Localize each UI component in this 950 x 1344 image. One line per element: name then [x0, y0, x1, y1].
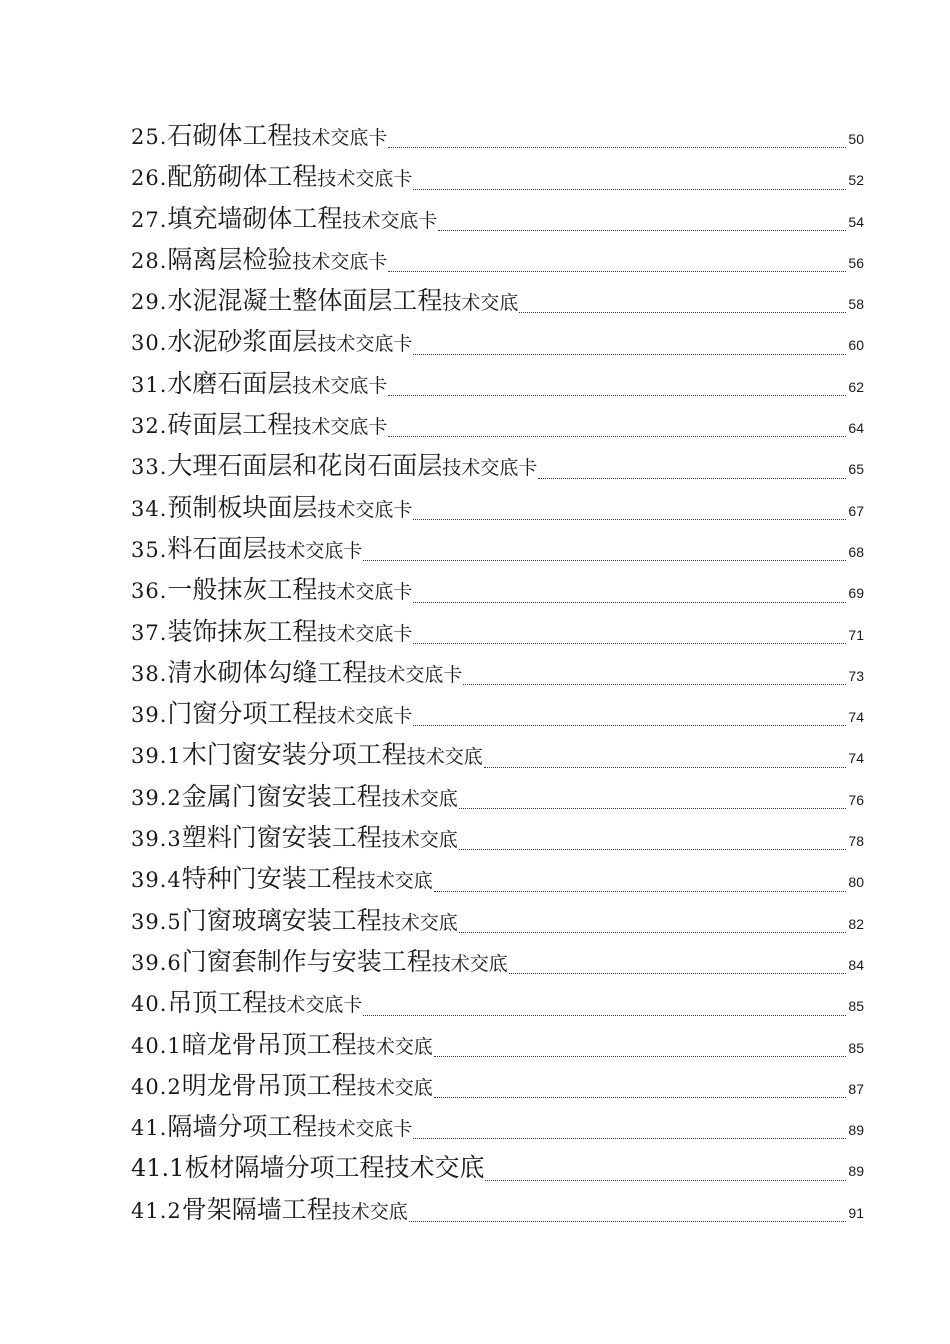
toc-page-number: 54: [848, 213, 864, 230]
toc-number: 39.6: [131, 950, 182, 975]
toc-number: 39.5: [131, 909, 182, 934]
dot-leader: [509, 972, 847, 974]
toc-title-suffix: 技术交底: [356, 1035, 433, 1058]
toc-page-number: 64: [848, 420, 864, 437]
toc-page-number: 65: [848, 461, 864, 478]
dot-leader: [413, 353, 846, 355]
toc-entry[interactable]: [131, 942, 864, 983]
toc-title: 金属门窗安装工程: [181, 781, 382, 811]
toc-number: 28.: [131, 248, 168, 273]
toc-page-number: 89: [848, 1163, 864, 1180]
toc-title-suffix: 技术交底: [381, 911, 458, 934]
toc-number: 40.1: [131, 1033, 182, 1058]
toc-number: 37.: [131, 620, 168, 645]
dot-leader: [463, 683, 846, 685]
toc-entry[interactable]: [131, 199, 864, 240]
toc-entry[interactable]: [131, 116, 864, 157]
toc-page-number: 89: [848, 1122, 864, 1139]
toc-title-suffix: 技术交底: [384, 1153, 485, 1183]
toc-title: 水泥混凝土整体面层工程: [167, 286, 443, 316]
toc-entry[interactable]: [131, 859, 864, 900]
toc-title: 石砌体工程: [167, 121, 293, 150]
toc-page-number: 56: [848, 254, 864, 271]
dot-leader: [413, 1137, 846, 1139]
toc-title-suffix: 技术交底卡: [267, 994, 363, 1017]
dot-leader: [413, 518, 846, 520]
toc-entry[interactable]: [131, 1148, 864, 1189]
toc-number: 39.2: [131, 785, 182, 810]
toc-page-number: 50: [848, 131, 864, 147]
toc-number: 25.: [131, 125, 168, 149]
dot-leader: [413, 724, 846, 726]
toc-entry[interactable]: [131, 281, 864, 322]
toc-title: 门窗分项工程: [167, 699, 318, 729]
toc-entry[interactable]: [131, 570, 864, 611]
dot-leader: [388, 394, 846, 396]
toc-entry[interactable]: [131, 983, 864, 1024]
toc-title-suffix: 技术交底卡: [292, 416, 388, 439]
toc-entry[interactable]: [131, 322, 864, 363]
toc-title-suffix: 技术交底卡: [317, 581, 413, 604]
toc-title: 填充墙砌体工程: [167, 203, 343, 233]
dot-leader: [434, 1096, 847, 1098]
dot-leader: [388, 270, 846, 272]
toc-page-number: 52: [848, 172, 864, 189]
toc-page-number: 87: [848, 1080, 864, 1097]
toc-number: 27.: [131, 207, 168, 232]
dot-leader: [388, 146, 846, 148]
toc-title-suffix: 技术交底卡: [317, 622, 413, 645]
toc-number: 33.: [131, 455, 168, 480]
toc-title-suffix: 技术交底卡: [317, 498, 413, 521]
dot-leader: [434, 890, 847, 892]
toc-entry[interactable]: [131, 1190, 864, 1231]
toc-page-number: 71: [848, 626, 864, 643]
dot-leader: [413, 642, 846, 644]
toc-title-suffix: 技术交底卡: [442, 457, 538, 480]
toc-page-number: 80: [848, 874, 864, 891]
toc-entry[interactable]: [131, 735, 864, 776]
toc-title-suffix: 技术交底: [431, 952, 508, 975]
toc-entry[interactable]: [131, 446, 864, 487]
toc-number: 39.4: [131, 868, 182, 893]
toc-number: 31.: [131, 372, 168, 397]
toc-number: 41.2: [131, 1198, 182, 1223]
dot-leader: [519, 311, 846, 313]
toc-number: 30.: [131, 331, 168, 356]
toc-title: 水磨石面层: [167, 368, 293, 398]
toc-title: 预制板块面层: [167, 492, 318, 522]
toc-number: 40.: [131, 992, 168, 1017]
dot-leader: [363, 559, 846, 561]
dot-leader: [413, 601, 846, 603]
toc-title-suffix: 技术交底: [381, 829, 458, 852]
dot-leader: [484, 766, 847, 768]
toc-title: 装饰抹灰工程: [167, 616, 318, 646]
toc-page-number: 68: [848, 543, 864, 560]
dot-leader: [459, 807, 847, 809]
toc-number: 39.3: [131, 827, 182, 852]
toc-title: 板材隔墙分项工程: [184, 1153, 385, 1183]
toc-number: 32.: [131, 414, 168, 439]
toc-page-number: 82: [848, 915, 864, 932]
toc-title: 砖面层工程: [167, 410, 293, 440]
toc-title: 清水砌体勾缝工程: [167, 657, 368, 687]
toc-entry[interactable]: [131, 1066, 864, 1107]
toc-entry[interactable]: [131, 240, 864, 281]
toc-title: 一般抹灰工程: [167, 575, 318, 605]
toc-title: 骨架隔墙工程: [181, 1194, 332, 1224]
toc-title: 大理石面层和花岗石面层: [167, 451, 443, 481]
toc-page-number: 69: [848, 585, 864, 602]
toc-page-number: 85: [848, 1039, 864, 1056]
dot-leader: [538, 477, 846, 479]
toc-number: 39.1: [131, 744, 182, 769]
toc-entry[interactable]: [131, 901, 864, 942]
toc-title: 明龙骨吊顶工程: [181, 1070, 357, 1100]
toc-number: 26.: [131, 166, 168, 191]
toc-title-suffix: 技术交底卡: [317, 333, 413, 356]
dot-leader: [459, 931, 847, 933]
toc-page-number: 85: [848, 998, 864, 1015]
toc-title-suffix: 技术交底卡: [267, 539, 363, 562]
toc-title-suffix: 技术交底卡: [367, 663, 463, 686]
toc-title-suffix: 技术交底卡: [317, 168, 413, 191]
toc-entry[interactable]: [131, 1107, 864, 1148]
toc-title-suffix: 技术交底卡: [292, 127, 388, 149]
toc-title-suffix: 技术交底: [356, 870, 433, 893]
toc-entry[interactable]: [131, 1025, 864, 1066]
dot-leader: [409, 1220, 847, 1222]
toc-title: 塑料门窗安装工程: [181, 823, 382, 853]
toc-title-suffix: 技术交底卡: [317, 1118, 413, 1141]
toc-entry[interactable]: [131, 653, 864, 694]
toc-title: 配筋砌体工程: [167, 162, 318, 192]
toc-entry[interactable]: [131, 364, 864, 405]
toc-title-suffix: 技术交底: [331, 1200, 408, 1223]
toc-title-suffix: 技术交底卡: [342, 209, 438, 232]
toc-title-suffix: 技术交底卡: [317, 705, 413, 728]
toc-title: 水泥砂浆面层: [167, 327, 318, 357]
toc-title-suffix: 技术交底卡: [292, 374, 388, 397]
dot-leader: [485, 1179, 846, 1181]
toc-number: 34.: [131, 496, 168, 521]
toc-page-number: 74: [848, 709, 864, 726]
toc-title: 料石面层: [167, 533, 268, 563]
toc-entry[interactable]: [131, 405, 864, 446]
dot-leader: [388, 435, 846, 437]
toc-page-number: 60: [848, 337, 864, 354]
toc-title: 隔离层检验: [167, 244, 293, 274]
toc-title: 隔墙分项工程: [167, 1112, 318, 1142]
toc-entry[interactable]: [131, 777, 864, 818]
toc-page-number: 74: [848, 750, 864, 767]
toc-title: 木门窗安装分项工程: [181, 740, 407, 770]
toc-number: 36.: [131, 579, 168, 604]
toc-page-number: 62: [848, 378, 864, 395]
toc-entry[interactable]: [131, 529, 864, 570]
toc-number: 41.: [131, 1116, 168, 1141]
toc-page-number: 91: [848, 1204, 864, 1221]
toc-title: 吊顶工程: [167, 988, 268, 1018]
toc-entry[interactable]: [131, 488, 864, 529]
toc-page-number: 73: [848, 667, 864, 684]
toc-entry[interactable]: [131, 694, 864, 735]
toc-title-suffix: 技术交底: [442, 292, 519, 315]
toc-entry[interactable]: [131, 818, 864, 859]
toc-entry[interactable]: [131, 612, 864, 653]
toc-page-number: 67: [848, 502, 864, 519]
toc-title: 门窗套制作与安装工程: [181, 946, 432, 976]
toc-title: 特种门安装工程: [181, 864, 357, 894]
dot-leader: [438, 229, 846, 231]
toc-title: 暗龙骨吊顶工程: [181, 1029, 357, 1059]
toc-title-suffix: 技术交底: [356, 1076, 433, 1099]
toc-number: 38.: [131, 661, 168, 686]
toc-title: 门窗玻璃安装工程: [181, 905, 382, 935]
toc-title-suffix: 技术交底卡: [292, 250, 388, 273]
toc-number: 40.2: [131, 1074, 182, 1099]
toc-number: 41.1: [131, 1154, 185, 1183]
toc-number: 35.: [131, 537, 168, 562]
toc-page-number: 84: [848, 956, 864, 973]
toc-number: 29.: [131, 290, 168, 315]
dot-leader: [434, 1055, 847, 1057]
toc-entry[interactable]: [131, 157, 864, 198]
toc-title-suffix: 技术交底: [381, 787, 458, 810]
table-of-contents: [131, 116, 864, 1231]
toc-number: 39.: [131, 703, 168, 728]
toc-title-suffix: 技术交底: [406, 746, 483, 769]
toc-page-number: 76: [848, 791, 864, 808]
dot-leader: [459, 848, 847, 850]
dot-leader: [413, 188, 846, 190]
toc-page-number: 78: [848, 833, 864, 850]
dot-leader: [363, 1014, 846, 1016]
toc-page-number: 58: [848, 296, 864, 313]
